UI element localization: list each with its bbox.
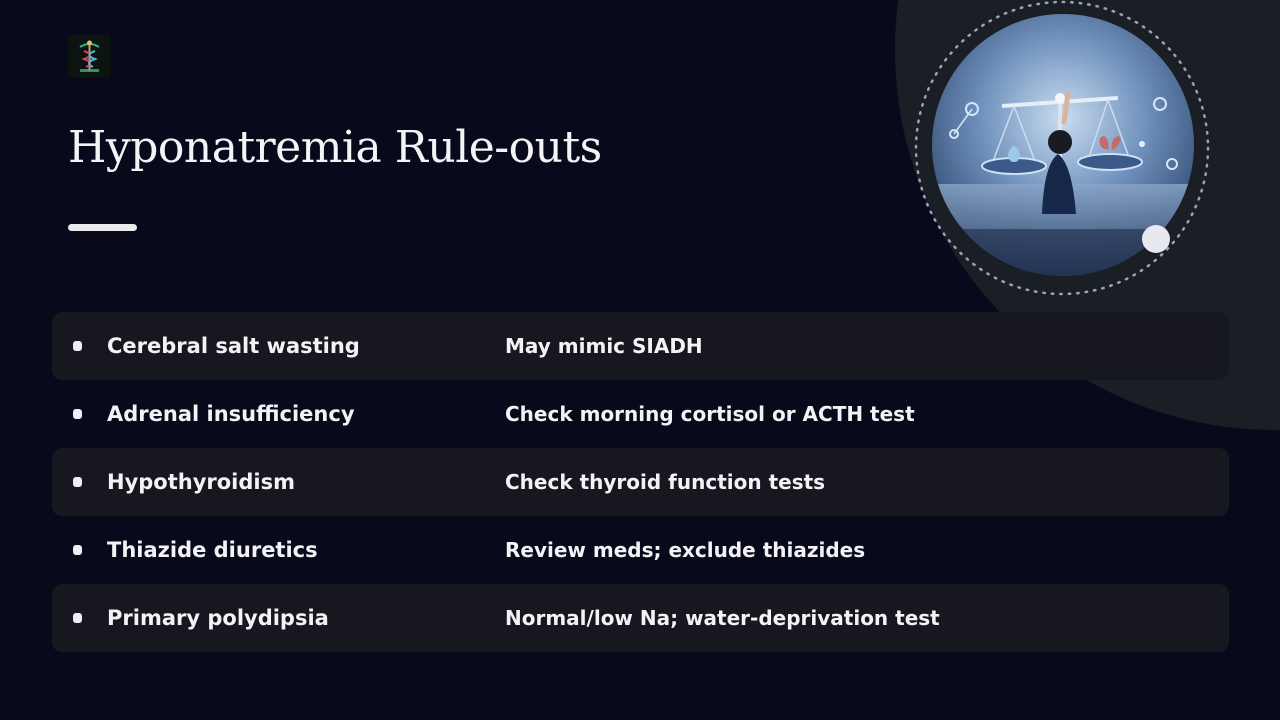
bullet-icon: [73, 341, 82, 351]
bullet-icon: [73, 545, 82, 555]
condition-note: Check morning cortisol or ACTH test: [505, 402, 915, 426]
condition-note: May mimic SIADH: [505, 334, 703, 358]
condition-label: Cerebral salt wasting: [107, 334, 360, 358]
title-underline: [68, 224, 137, 231]
condition-note: Review meds; exclude thiazides: [505, 538, 866, 562]
bullet-icon: [73, 409, 82, 419]
ring-accent-dot: [1142, 225, 1170, 253]
table-row: [52, 380, 1229, 448]
table-row: [52, 448, 1229, 516]
table-row: [52, 584, 1229, 652]
table-row: [52, 312, 1229, 380]
logo-icon: [68, 35, 111, 77]
bullet-icon: [73, 477, 82, 487]
rule-outs-table: [52, 312, 1229, 652]
condition-note: Check thyroid function tests: [505, 470, 826, 494]
condition-label: Adrenal insufficiency: [107, 402, 355, 426]
condition-label: Hypothyroidism: [107, 470, 295, 494]
table-row: [52, 516, 1229, 584]
bullet-icon: [73, 613, 82, 623]
condition-label: Thiazide diuretics: [107, 538, 318, 562]
page-title: Hyponatremia Rule-outs: [68, 122, 602, 173]
condition-note: Normal/low Na; water-deprivation test: [505, 606, 940, 630]
condition-label: Primary polydipsia: [107, 606, 329, 630]
